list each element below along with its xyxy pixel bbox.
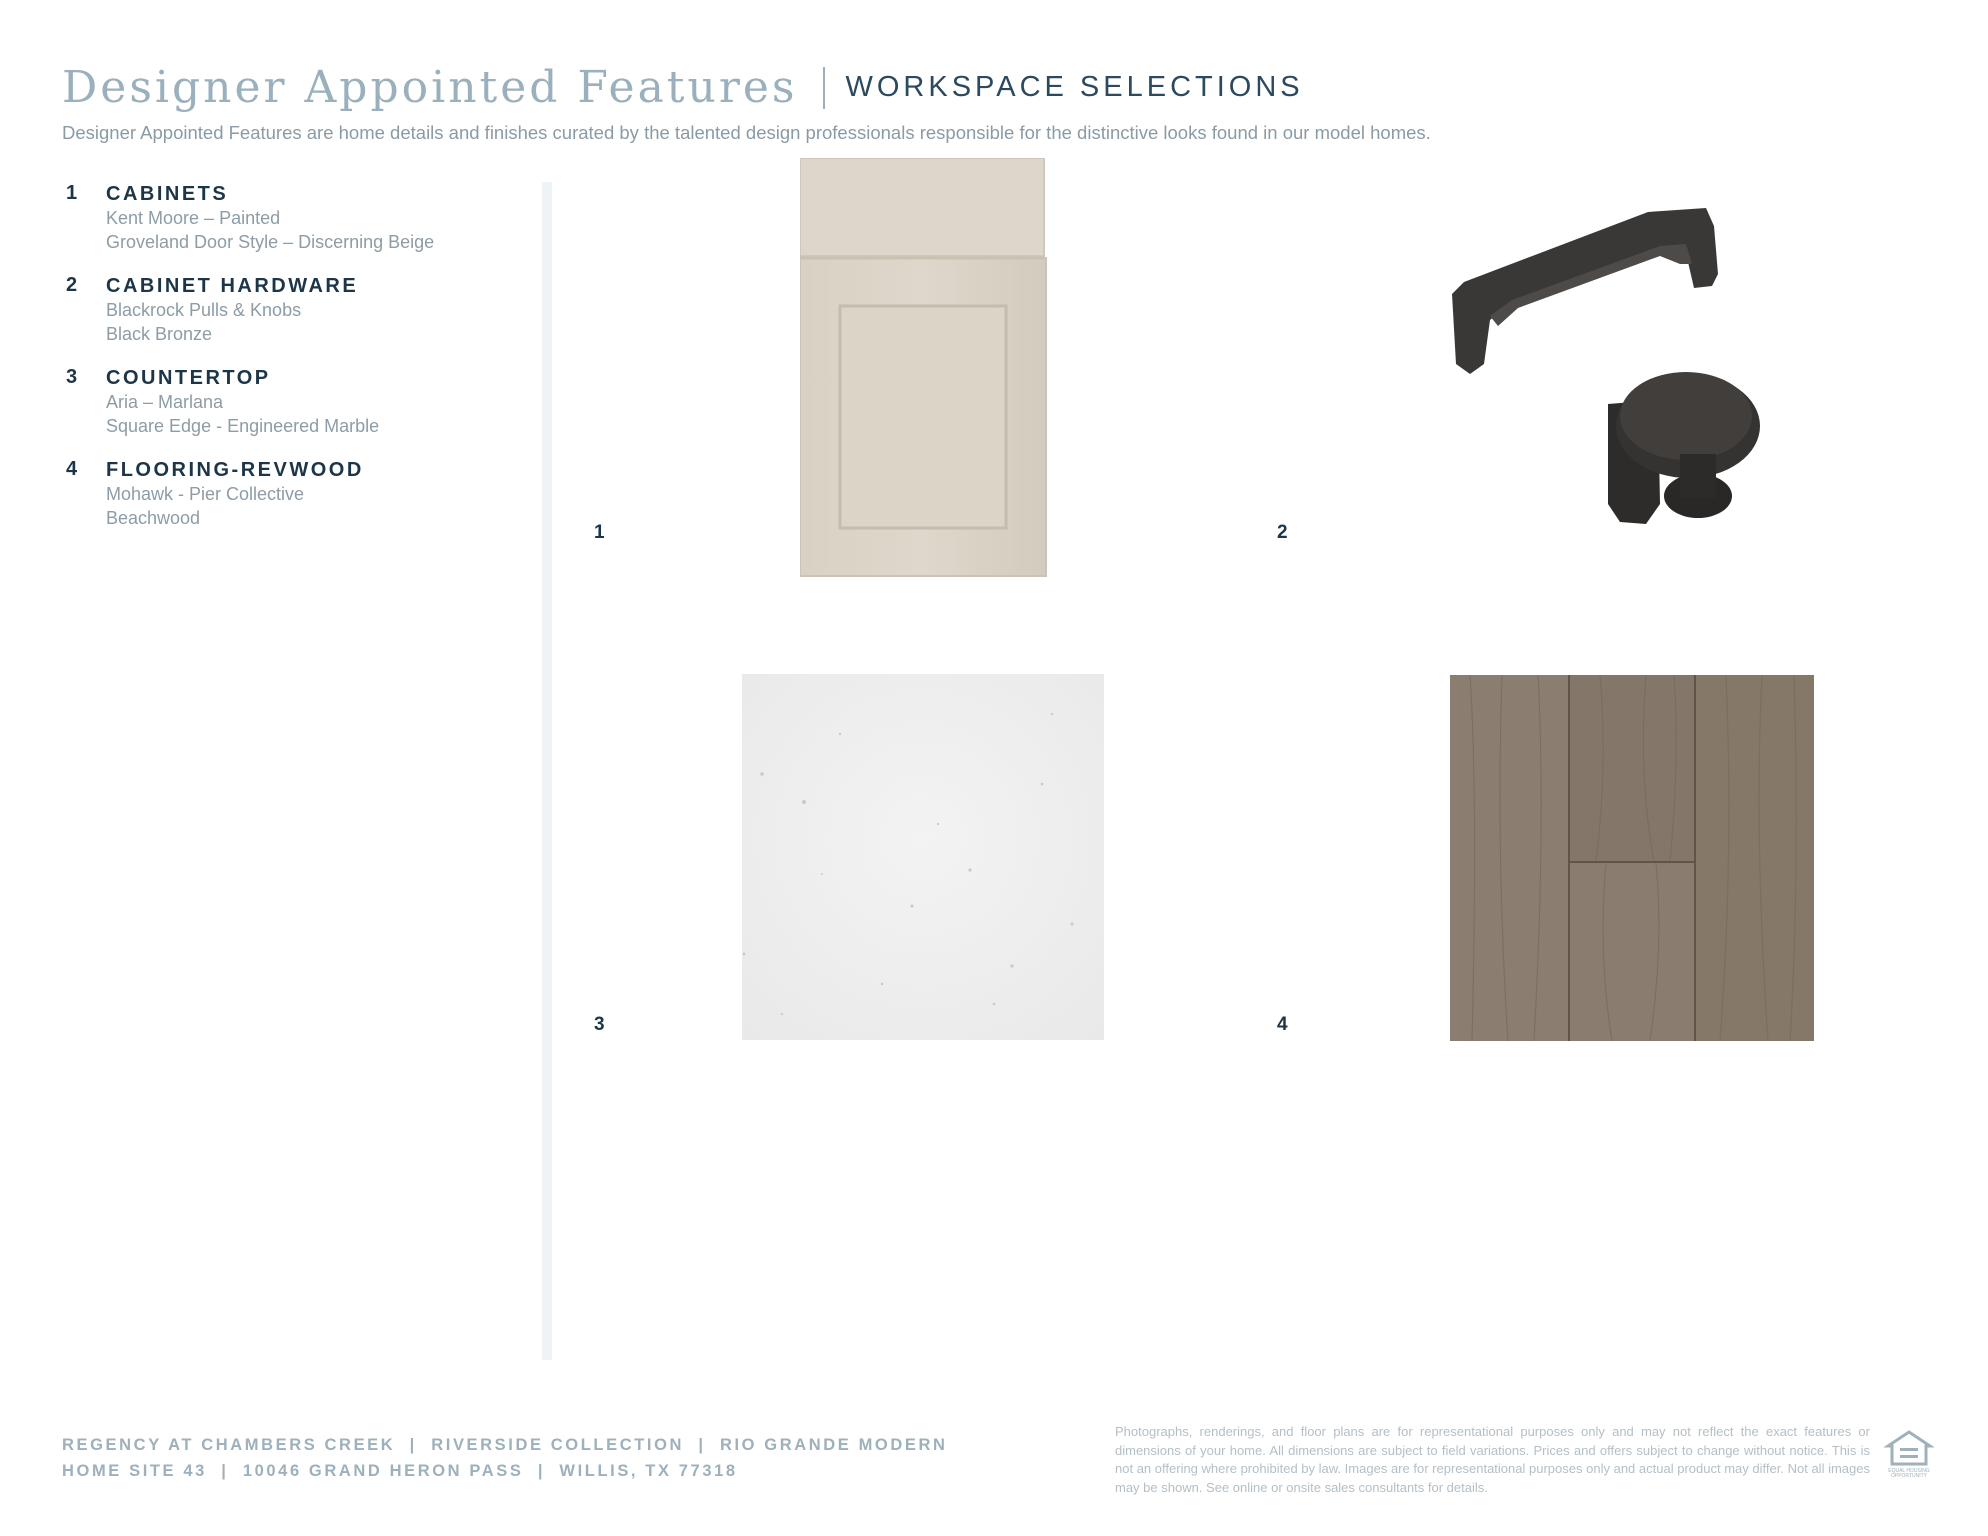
feature-list (62, 182, 522, 550)
image-label-4: 4 (1277, 1014, 1288, 1035)
feature-number: 4 (66, 458, 78, 480)
svg-text:EQUAL HOUSING: EQUAL HOUSING (1888, 1468, 1930, 1474)
feature-item-flooring (62, 458, 522, 530)
feature-detail: Mohawk - Pier Collective (106, 484, 305, 504)
feature-name: CABINETS (106, 183, 229, 205)
svg-text:OPPORTUNITY: OPPORTUNITY (1890, 1473, 1928, 1478)
cabinet-door-icon (800, 158, 1048, 578)
feature-detail: Black Bronze (106, 324, 213, 344)
feature-name: FLOORING-REVWOOD (106, 459, 364, 481)
page-subtitle: Designer Appointed Features are home details and finishes curated by the talented design professionals responsible for the distinctive looks found in our model homes. (62, 122, 1431, 143)
pull-and-knob-icon (1448, 204, 1808, 534)
feature-detail: Blackrock Pulls & Knobs (106, 300, 302, 320)
footer-community-line: REGENCY AT CHAMBERS CREEK | RIVERSIDE COLLECTION | RIO GRANDE MODERN (62, 1436, 948, 1454)
vertical-divider (542, 182, 552, 1360)
feature-number: 1 (66, 182, 78, 204)
feature-name: CABINET HARDWARE (106, 275, 359, 297)
feature-detail: Beachwood (106, 508, 201, 528)
marble-swatch-icon (742, 674, 1104, 1040)
image-label-1: 1 (594, 522, 605, 543)
page-title (62, 62, 1304, 113)
feature-number: 2 (66, 274, 78, 296)
feature-detail: Groveland Door Style – Discerning Beige (106, 232, 435, 252)
feature-item-cabinets (62, 182, 522, 254)
feature-item-cabinet-hardware (62, 274, 522, 346)
feature-detail: Square Edge - Engineered Marble (106, 416, 380, 436)
legal-disclaimer: Photographs, renderings, and floor plans are for representational purposes only and may not reflect the exact features or dimensions of your home. All dimensions are subject to field variations. Prices and offers subject to change without notice. This is not an offering where prohibited by law. Images are for representational purposes only and actual product may differ. Not all images may be shown. See online or onsite sales consultants for details. (1115, 1424, 1870, 1495)
feature-name: COUNTERTOP (106, 367, 271, 389)
footer-homesite-line: HOME SITE 43 | 10046 GRAND HERON PASS | WILLIS, TX 77318 (62, 1462, 738, 1480)
footer-address (62, 1432, 948, 1484)
feature-detail: Aria – Marlana (106, 392, 224, 412)
title-main: Designer Appointed Features (62, 62, 798, 113)
image-label-2: 2 (1277, 522, 1288, 543)
feature-detail: Kent Moore – Painted (106, 208, 281, 228)
title-section: WORKSPACE SELECTIONS (845, 71, 1304, 103)
title-divider (823, 67, 825, 109)
image-label-3: 3 (594, 1014, 605, 1035)
feature-item-countertop (62, 366, 522, 438)
feature-number: 3 (66, 366, 78, 388)
equal-housing-logo-icon (1884, 1428, 1934, 1478)
wood-floor-icon (1450, 675, 1814, 1041)
